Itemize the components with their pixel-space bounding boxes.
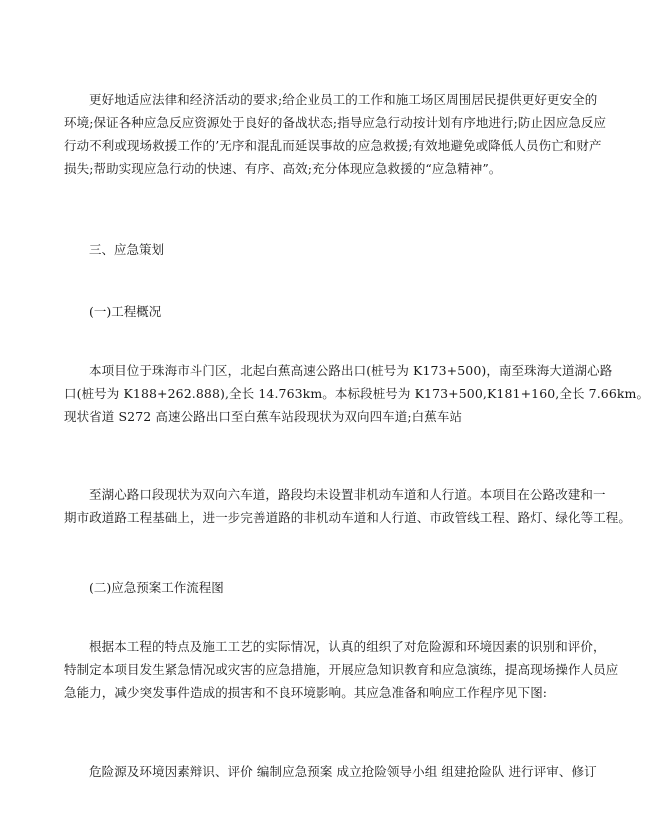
text-line: 危险源及环境因素辩识、评价 编制应急预案 成立抢险领导小组 组建抢险队 进行评审、修订 [89,764,597,779]
text-line: 根据本工程的特点及施工工艺的实际情况，认真的组织了对危险源和环境因素的识别和评价， [89,639,606,654]
paragraph-workflow-intro [64,635,619,704]
subsection-heading-workflow: (二)应急预案工作流程图 [89,580,224,595]
text-line: 更好地适应法律和经济活动的要求;给企业员工的工作和施工场区周围居民提供更好更安全的 [89,92,598,107]
text-line: 期市政道路工程基础上，进一步完善道路的非机动车道和人行道、市政管线工程、路灯、绿化等工程。 [64,510,632,525]
subsection-heading-project-overview: (一)工程概况 [89,304,162,319]
text-line: 环境;保证各种应急反应资源处于良好的备战状态;指导应急行动按计划有序地进行;防止因应急反应 [64,115,607,130]
paragraph-emergency-purpose [64,88,607,180]
text-line: 至湖心路口段现状为双向六车道，路段均未设置非机动车道和人行道。本项目在公路改建和一 [89,487,606,502]
text-line: 现状省道 S272 高速公路出口至白蕉车站段现状为双向四车道;白蕉车站 [64,409,463,424]
text-line: 损失;帮助实现应急行动的快速、有序、高效;充分体现应急救援的“应急精神”。 [64,161,502,176]
text-line: 行动不利或现场救援工作的’无序和混乱而延误事故的应急救援;有效地避免或降低人员伤亡和财产 [64,138,602,153]
text-line: 口(桩号为 K188+262.888),全长 14.763km。本标段桩号为 K173+500,K181+160,全长 7.66km。 [64,386,649,401]
paragraph-workflow-steps [64,760,597,783]
text-line: 本项目位于珠海市斗门区，北起白蕉高速公路出口(桩号为 K173+500)，南至珠海大道湖心路 [89,363,613,378]
section-heading-emergency-planning: 三、应急策划 [89,242,165,257]
paragraph-project-location [64,359,649,428]
text-line: 特制定本项目发生紧急情况或灾害的应急措施，开展应急知识教育和应急演练，提高现场操作人员应 [64,662,619,677]
paragraph-road-status [64,483,632,529]
text-line: 急能力，减少突发事件造成的损害和不良环境影响。其应急准备和响应工作程序见下图: [64,685,548,700]
